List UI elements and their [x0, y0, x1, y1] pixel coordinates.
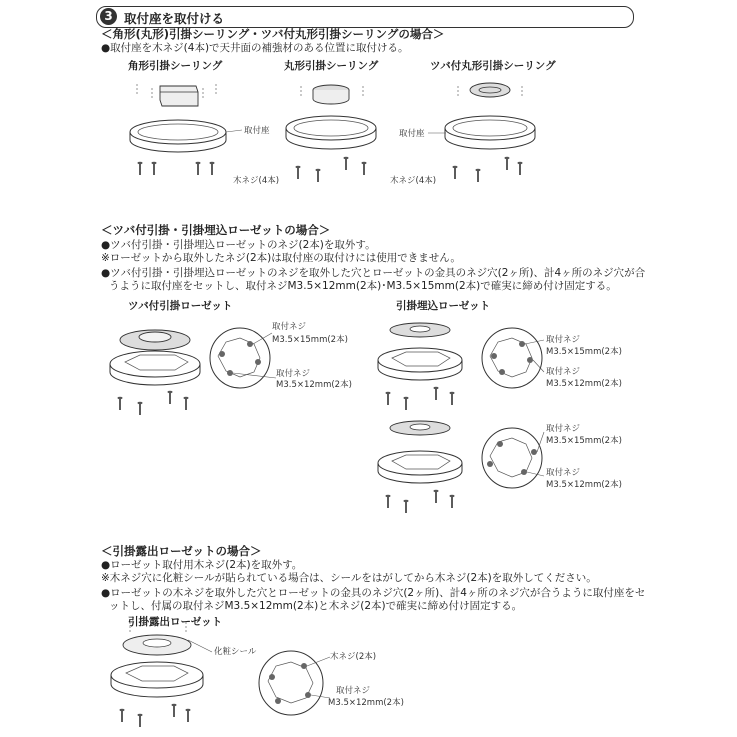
diagram-embedded-rosette-top-1: [482, 328, 544, 388]
callout-wood-2: 木ネジ(2本): [330, 652, 377, 662]
section2-line3: ●ツバ付引掛・引掛埋込ローゼットのネジを取外した穴とローゼットの金具のネジ穴(2ヶ所)、計4ヶ所のネジ穴が合: [101, 267, 646, 279]
square-ceiling-block: [160, 86, 198, 106]
spec-12-b: M3.5×12mm(2本): [276, 380, 352, 390]
section2-line1: ●ツバ付引掛・引掛埋込ローゼットのネジ(2本)を取外す。: [101, 239, 376, 251]
diagram-flanged-round-ceiling: [428, 83, 535, 182]
label-square-ceiling: 角形引掛シーリング: [128, 60, 223, 72]
callout-screw-g: 取付ネジ: [336, 686, 371, 696]
diagram-flanged-rosette-top: [210, 328, 276, 388]
label-embedded-rosette: 引掛埋込ローゼット: [396, 300, 491, 312]
section3-title: ＜引掛露出ローゼットの場合＞: [101, 544, 262, 558]
label-exposed-rosette: 引掛露出ローゼット: [128, 616, 223, 628]
callout-screw-f: 取付ネジ: [546, 468, 581, 478]
callout-screw-d: 取付ネジ: [546, 367, 581, 377]
diagram-embedded-rosette-top-2: [482, 428, 544, 488]
spec-15-c: M3.5×15mm(2本): [546, 347, 622, 357]
section3-line2: ※木ネジ穴に化粧シールが貼られている場合は、シールをはがしてから木ネジ(2本)を取外してください。: [101, 572, 597, 584]
diagram-flanged-rosette-side: [110, 330, 200, 415]
diagram-square-ceiling: [130, 84, 242, 175]
spec-15-e: M3.5×15mm(2本): [546, 436, 622, 446]
diagram-exposed-rosette-top: [259, 651, 330, 715]
section1-title: ＜角形(丸形)引掛シーリング・ツバ付丸形引掛シーリングの場合＞: [101, 27, 445, 41]
callout-seal: 化粧シール: [214, 647, 257, 657]
section2-line2: ※ローゼットから取外したネジ(2本)は取付座の取付けには使用できません。: [101, 252, 461, 264]
section2-line4: うように取付座をセットし、取付ネジM3.5×12mm(2本)･M3.5×15mm(2本)で確実に締め付け固定する。: [109, 280, 617, 292]
label-flanged-rosette: ツバ付引掛ローゼット: [128, 300, 233, 312]
spec-12-f: M3.5×12mm(2本): [546, 480, 622, 490]
callout-screw-a: 取付ネジ: [272, 322, 307, 332]
callout-wood-screw: 木ネジ(4本): [233, 176, 280, 186]
callout-screw-e: 取付ネジ: [546, 424, 581, 434]
page-title: 取付座を取付ける: [124, 11, 225, 26]
callout-base: 取付座: [244, 126, 270, 136]
step-number-badge: 3: [100, 8, 117, 25]
label-round-ceiling: 丸形引掛シーリング: [284, 60, 379, 72]
diagram-round-ceiling: [286, 85, 376, 182]
callout-screw-c: 取付ネジ: [546, 335, 581, 345]
diagram-embedded-rosette-side-1: [378, 323, 462, 410]
section2-title: ＜ツバ付引掛・引掛埋込ローゼットの場合＞: [101, 223, 331, 237]
section3-line1: ●ローゼット取付用木ネジ(2本)を取外す。: [101, 559, 303, 571]
spec-12-g: M3.5×12mm(2本): [328, 698, 404, 708]
spec-12-d: M3.5×12mm(2本): [546, 379, 622, 389]
section3-line3: ●ローゼットの木ネジを取外した穴とローゼットの金具のネジ穴(2ヶ所)、計4ヶ所のネジ穴が合うように取付座をセ: [101, 587, 646, 599]
callout-screw-b: 取付ネジ: [276, 369, 311, 379]
label-flanged-round-ceiling: ツバ付丸形引掛シーリング: [430, 60, 556, 72]
diagram-exposed-rosette-side: [111, 622, 212, 727]
diagram-embedded-rosette-side-2: [378, 421, 462, 513]
section1-note: ●取付座を木ネジ(4本)で天井面の補強材のある位置に取付ける。: [101, 42, 409, 54]
callout-wood-screw-2: 木ネジ(4本): [390, 176, 437, 186]
section3-line4: ットし、付属の取付ネジM3.5×12mm(2本)と木ネジ(2本)で確実に締め付け固定する。: [109, 600, 523, 612]
callout-base-2: 取付座: [399, 129, 425, 139]
spec-15-a: M3.5×15mm(2本): [272, 335, 348, 345]
